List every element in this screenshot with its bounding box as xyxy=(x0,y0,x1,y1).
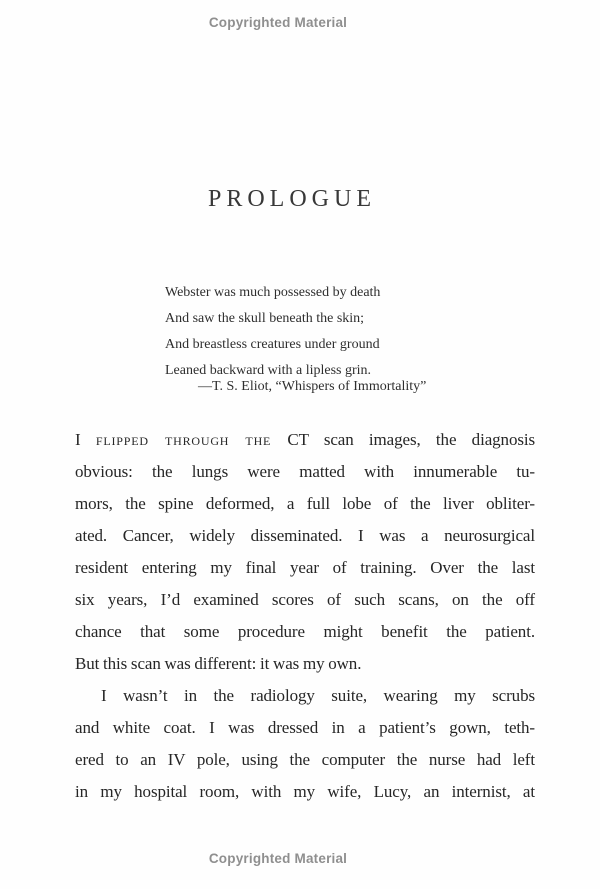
body-line: six years, I’d examined scores of such scans, on the off xyxy=(75,590,535,609)
body-line: chance that some procedure might benefit the patient. xyxy=(75,622,535,641)
body-text-block xyxy=(75,424,535,808)
epigraph-line: Leaned backward with a lipless grin. xyxy=(165,363,372,378)
body-line: and white coat. I was dressed in a patient’s gown, teth- xyxy=(75,718,535,737)
body-line: But this scan was different: it was my own. xyxy=(75,654,362,673)
body-line: ered to an IV pole, using the computer the nurse had left xyxy=(75,750,535,769)
body-line: mors, the spine deformed, a full lobe of the liver obliter- xyxy=(75,494,535,513)
copyright-banner-top: Copyrighted Material xyxy=(208,15,348,30)
body-text-segment: CT scan images, the diagnosis xyxy=(287,430,535,449)
epigraph-block xyxy=(165,280,380,384)
body-line: I wasn’t in the radiology suite, wearing my scrubs xyxy=(101,686,535,705)
body-line: obvious: the lungs were matted with innumerable tu- xyxy=(75,462,535,481)
copyright-banner-bottom: Copyrighted Material xyxy=(208,851,348,866)
epigraph-line: Webster was much possessed by death xyxy=(165,285,381,300)
epigraph-line: And breastless creatures under ground xyxy=(165,337,380,352)
body-line: ated. Cancer, widely disseminated. I was a neurosurgical xyxy=(75,526,535,545)
body-text-segment: I xyxy=(75,430,96,449)
body-line: resident entering my final year of training. Over the last xyxy=(75,558,535,577)
chapter-title: PROLOGUE xyxy=(207,186,376,212)
small-caps-opening: flipped through the xyxy=(95,430,288,449)
epigraph-attribution: —T. S. Eliot, “Whispers of Immortality” xyxy=(198,379,427,394)
epigraph-line: And saw the skull beneath the skin; xyxy=(165,311,365,326)
body-line: in my hospital room, with my wife, Lucy, an internist, at xyxy=(75,782,535,801)
body-line xyxy=(75,424,535,456)
